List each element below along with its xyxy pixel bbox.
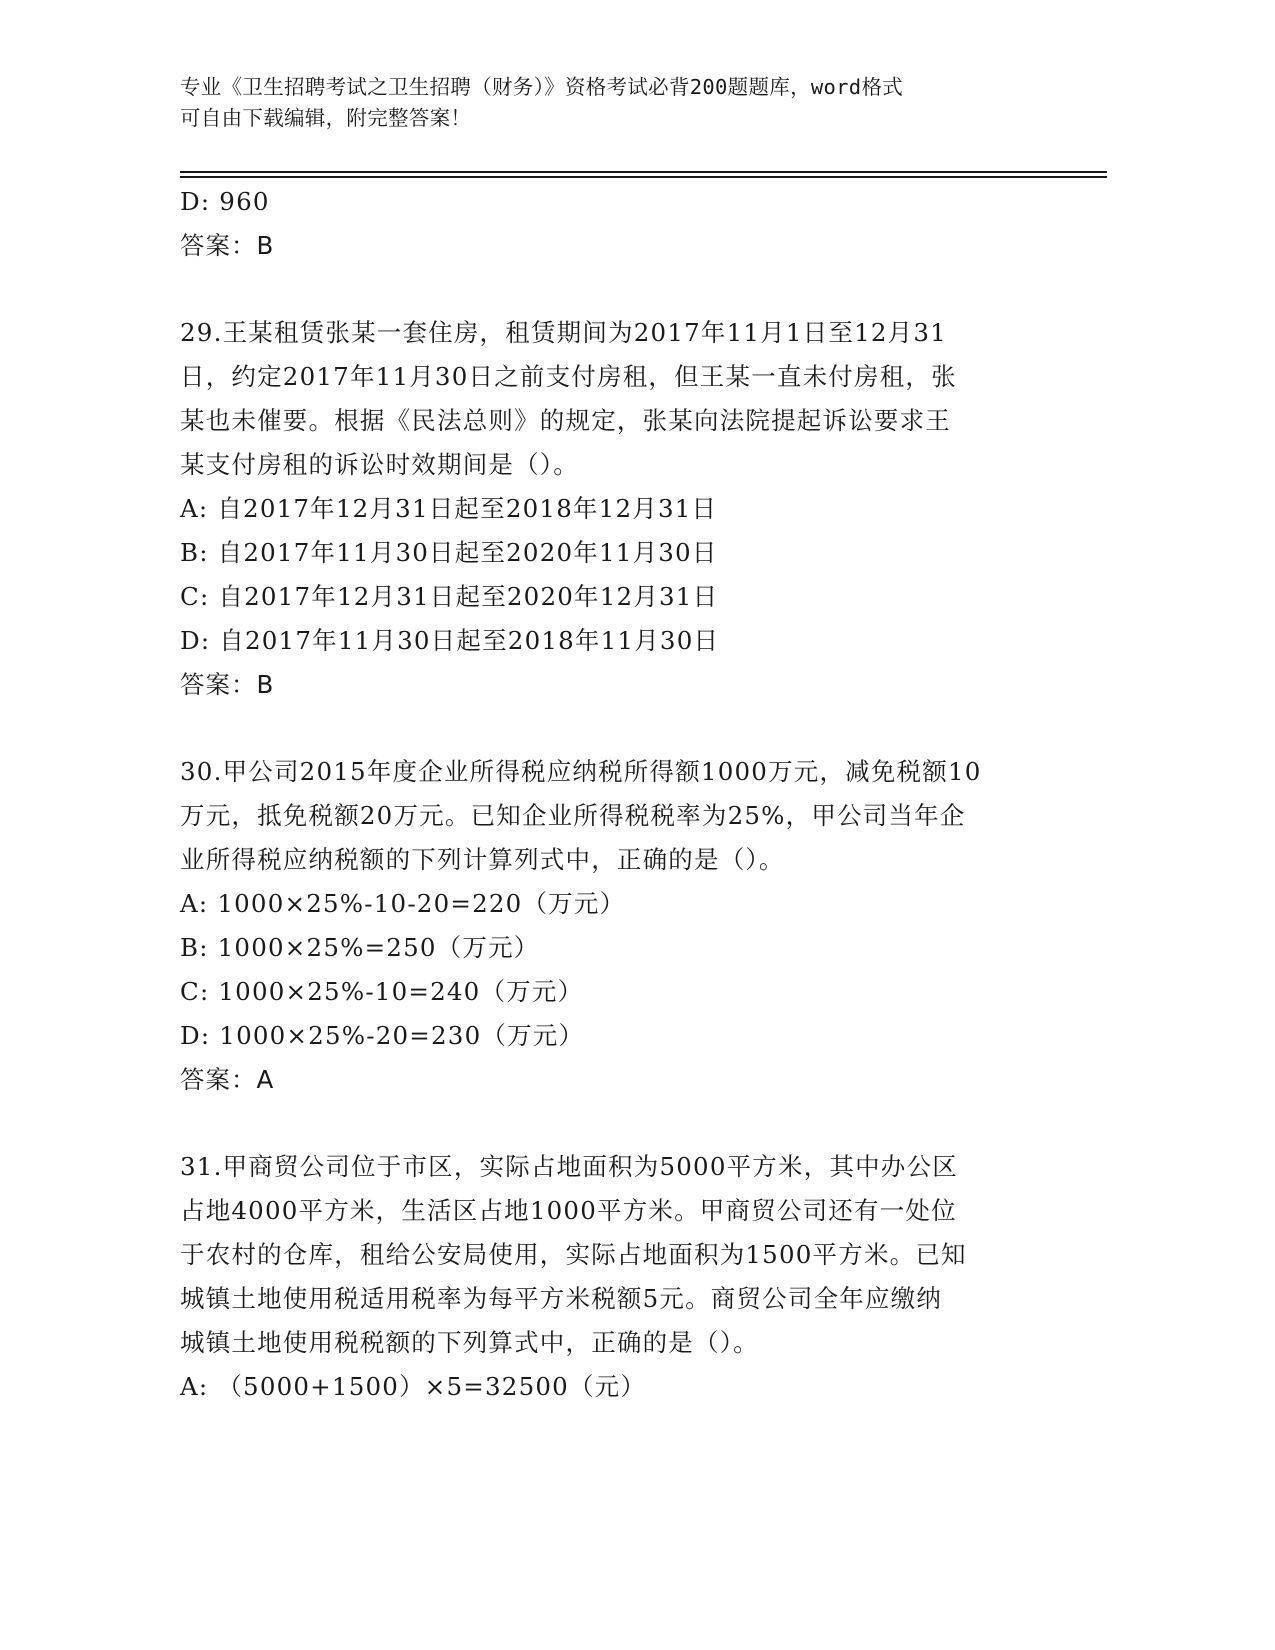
question-stem-line: 某支付房租的诉讼时效期间是（）。: [180, 450, 579, 479]
page-header: [180, 72, 1060, 134]
header-line-2: 可自由下载编辑，附完整答案！: [180, 106, 472, 130]
question-stem-line: 31.甲商贸公司位于市区，实际占地面积为5000平方米，其中办公区: [180, 1152, 958, 1181]
option-c: C: 自2017年12月31日起至2020年12月31日: [180, 582, 719, 611]
question-29: [180, 311, 1050, 707]
option-a: A: 自2017年12月31日起至2018年12月31日: [180, 494, 718, 523]
question-stem-line: 城镇土地使用税税额的下列算式中，正确的是（）。: [180, 1328, 759, 1357]
option-b: B: 自2017年11月30日起至2020年11月30日: [180, 538, 718, 567]
question-31: [180, 1145, 1050, 1409]
question-stem-line: 占地4000平方米，生活区占地1000平方米。甲商贸公司还有一处位: [180, 1196, 957, 1225]
spacer: [180, 707, 1050, 750]
header-line-1: 专业《卫生招聘考试之卫生招聘（财务）》资格考试必背200题题库，word格式: [180, 75, 904, 99]
question-30: [180, 750, 1050, 1102]
option-d: D: 1000×25%-20=230（万元）: [180, 1021, 585, 1050]
answer-line: 答案：A: [180, 1065, 275, 1094]
question-stem-line: 城镇土地使用税适用税率为每平方米税额5元。商贸公司全年应缴纳: [180, 1284, 943, 1313]
question-stem-line: 日，约定2017年11月30日之前支付房租，但王某一直未付房租，张: [180, 362, 957, 391]
question-stem-line: 万元，抵免税额20万元。已知企业所得税税率为25%，甲公司当年企: [180, 801, 966, 830]
spacer: [180, 268, 1050, 311]
question-stem-line: 30.甲公司2015年度企业所得税应纳税所得额1000万元，减免税额10: [180, 757, 982, 786]
question-stem-line: 29.王某租赁张某一套住房，租赁期间为2017年11月1日至12月31: [180, 318, 947, 347]
header-rule-top: [180, 171, 1107, 173]
prev-option-d: D: 960: [180, 187, 270, 216]
header-rule-bottom: [180, 176, 1107, 178]
question-stem-line: 于农村的仓库，租给公安局使用，实际占地面积为1500平方米。已知: [180, 1240, 967, 1269]
spacer: [180, 1102, 1050, 1145]
option-c: C: 1000×25%-10=240（万元）: [180, 977, 584, 1006]
prev-answer: 答案：B: [180, 231, 275, 260]
document-body: [180, 180, 1050, 1409]
option-d: D: 自2017年11月30日起至2018年11月30日: [180, 626, 720, 655]
option-a: A: 1000×25%-10-20=220（万元）: [180, 889, 626, 918]
option-a: A: （5000+1500）×5=32500（元）: [180, 1372, 647, 1401]
option-b: B: 1000×25%=250（万元）: [180, 933, 540, 962]
question-stem-line: 某也未催要。根据《民法总则》的规定，张某向法院提起诉讼要求王: [180, 406, 951, 435]
question-stem-line: 业所得税应纳税额的下列计算列式中，正确的是（）。: [180, 845, 785, 874]
answer-line: 答案：B: [180, 670, 275, 699]
